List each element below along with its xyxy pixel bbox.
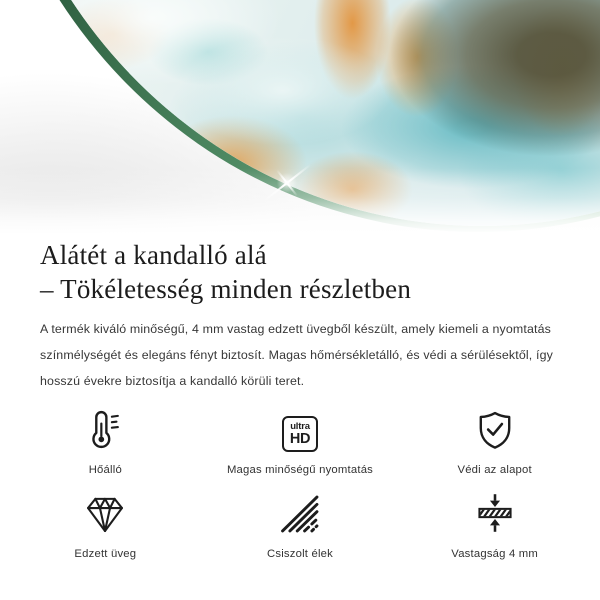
page-title-line1: Alátét a kandalló alá bbox=[40, 240, 267, 270]
feature-grid bbox=[0, 406, 600, 562]
feature-label: Védi az alapot bbox=[457, 464, 532, 476]
ultra-hd-badge-bottom: HD bbox=[289, 430, 311, 447]
feature-label: Hőálló bbox=[88, 464, 122, 476]
feature-high-quality-print bbox=[203, 406, 398, 478]
page-title bbox=[40, 238, 560, 306]
ultra-hd-badge bbox=[282, 416, 318, 452]
feature-label: Csiszolt élek bbox=[266, 548, 333, 560]
feature-label: Magas minőségű nyomtatás bbox=[226, 464, 374, 476]
feature-heat-resistant bbox=[8, 406, 203, 478]
sparkle-glint-icon bbox=[257, 153, 317, 213]
feature-label: Vastagság 4 mm bbox=[451, 548, 539, 560]
description-line: hosszú évekre biztosítja a kandalló körüli teret. bbox=[40, 374, 305, 388]
description-line: A termék kiváló minőségű, 4 mm vastag edzett üvegből készült, amely kiemeli a nyomtatás bbox=[40, 322, 551, 336]
feature-protects-base bbox=[397, 406, 592, 478]
feature-thickness bbox=[397, 490, 592, 562]
product-description-text bbox=[40, 316, 560, 394]
thickness-icon bbox=[473, 490, 517, 536]
feature-polished-edges bbox=[203, 490, 398, 562]
thermometer-icon bbox=[83, 406, 127, 452]
ultra-hd-icon bbox=[282, 406, 318, 452]
ultra-hd-badge-top: ultra bbox=[290, 420, 310, 432]
diamond-icon bbox=[82, 490, 128, 536]
polished-edges-icon bbox=[278, 490, 322, 536]
feature-label: Edzett üveg bbox=[74, 548, 137, 560]
feature-tempered-glass bbox=[8, 490, 203, 562]
product-photo bbox=[0, 0, 600, 234]
description-line: színmélységét és elegáns fényt biztosít. Magas hőmérsékletálló, és védi a sérülésektől, így bbox=[40, 348, 553, 362]
shield-check-icon bbox=[473, 406, 517, 452]
page-title-line2: – Tökéletesség minden részletben bbox=[40, 274, 412, 304]
